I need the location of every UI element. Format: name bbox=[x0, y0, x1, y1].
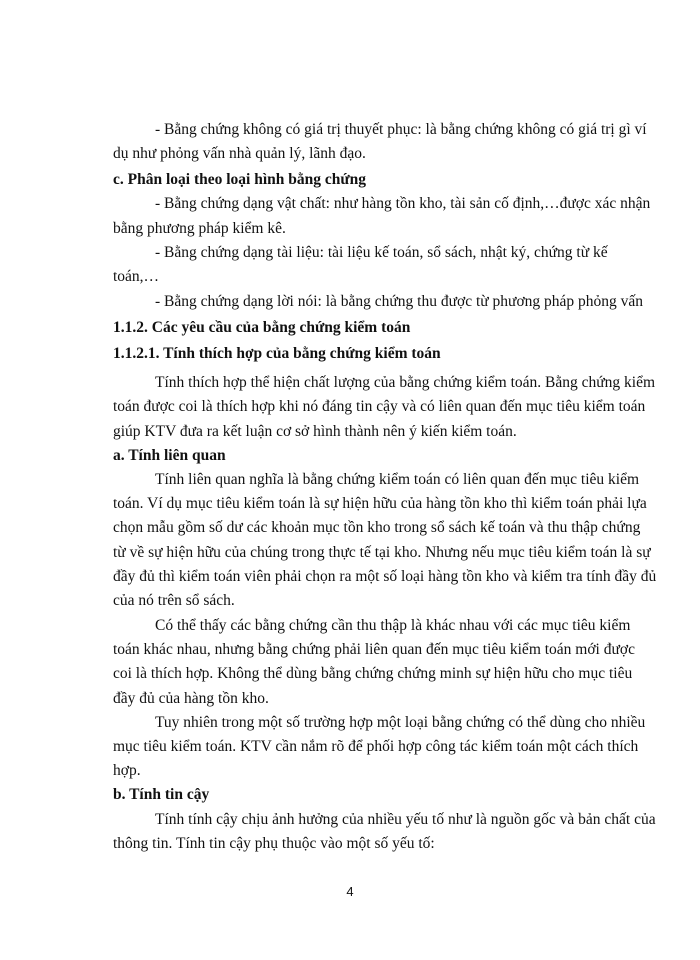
text-line: giúp KTV đưa ra kết luận cơ sở hình thành nên ý kiến kiểm toán. bbox=[113, 423, 517, 440]
text-line: hợp. bbox=[113, 762, 141, 779]
text-line: Tính tính cậy chịu ảnh hưởng của nhiều yếu tố như là nguồn gốc và bản chất của bbox=[155, 811, 656, 828]
text-line: - Bằng chứng dạng lời nói: là bằng chứng thu được từ phương pháp phỏng vấn bbox=[155, 293, 644, 310]
section-heading: 1.1.2.1. Tính thích hợp của bằng chứng kiểm toán bbox=[113, 345, 441, 362]
text-line: dụ như phỏng vấn nhà quản lý, lãnh đạo. bbox=[113, 145, 366, 162]
text-line: toán được coi là thích hợp khi nó đáng tin cậy và có liên quan đến mục tiêu kiểm toán bbox=[113, 398, 646, 415]
text-line: Tuy nhiên trong một số trường hợp một loại bằng chứng có thể dùng cho nhiều bbox=[155, 714, 646, 731]
text-line: thông tin. Tính tin cậy phụ thuộc vào một số yếu tố: bbox=[113, 835, 435, 852]
section-heading: c. Phân loại theo loại hình bằng chứng bbox=[113, 171, 367, 188]
text-line: Có thể thấy các bằng chứng cần thu thập là khác nhau với các mục tiêu kiểm bbox=[155, 617, 631, 634]
text-line: Tính thích hợp thể hiện chất lượng của bằng chứng kiểm toán. Bằng chứng kiểm bbox=[155, 374, 656, 391]
text-line: - Bằng chứng dạng tài liệu: tài liệu kế toán, sổ sách, nhật ký, chứng từ kế bbox=[155, 244, 608, 261]
text-line: - Bằng chứng dạng vật chất: như hàng tồn kho, tài sản cố định,…được xác nhận bbox=[155, 195, 651, 212]
section-heading: 1.1.2. Các yêu cầu của bằng chứng kiểm toán bbox=[113, 319, 411, 336]
section-heading: a. Tính liên quan bbox=[113, 447, 226, 464]
text-line: - Bằng chứng không có giá trị thuyết phục: là bằng chứng không có giá trị gì ví bbox=[155, 121, 647, 138]
text-line: toán khác nhau, nhưng bằng chứng phải liên quan đến mục tiêu kiểm toán mới được bbox=[113, 641, 635, 658]
text-line: của nó trên sổ sách. bbox=[113, 592, 235, 609]
page-number: 4 bbox=[346, 884, 354, 899]
text-line: từ về sự hiện hữu của chúng trong thực tế tại kho. Nhưng nếu mục tiêu kiểm toán là sự bbox=[113, 544, 651, 561]
text-line: bằng phương pháp kiểm kê. bbox=[113, 220, 286, 237]
text-line: đầy đủ của hàng tồn kho. bbox=[113, 690, 269, 707]
text-line: đầy đủ thì kiểm toán viên phải chọn ra một số loại hàng tồn kho và kiểm tra tính đầy đủ bbox=[113, 568, 657, 585]
section-heading: b. Tính tin cậy bbox=[113, 786, 210, 803]
text-line: chọn mẫu gồm số dư các khoản mục tồn kho trong sổ sách kế toán và thu thập chứng bbox=[113, 519, 641, 536]
text-line: toán,… bbox=[113, 268, 160, 285]
text-line: mục tiêu kiểm toán. KTV cần nắm rõ để phối hợp công tác kiểm toán một cách thích bbox=[113, 738, 639, 755]
text-line: coi là thích hợp. Không thể dùng bằng chứng chứng minh sự hiện hữu cho mục tiêu bbox=[113, 665, 633, 682]
text-line: toán. Ví dụ mục tiêu kiểm toán là sự hiện hữu của hàng tồn kho thì kiểm toán phải lựa bbox=[113, 495, 647, 512]
text-line: Tính liên quan nghĩa là bằng chứng kiểm toán có liên quan đến mục tiêu kiểm bbox=[155, 471, 640, 488]
